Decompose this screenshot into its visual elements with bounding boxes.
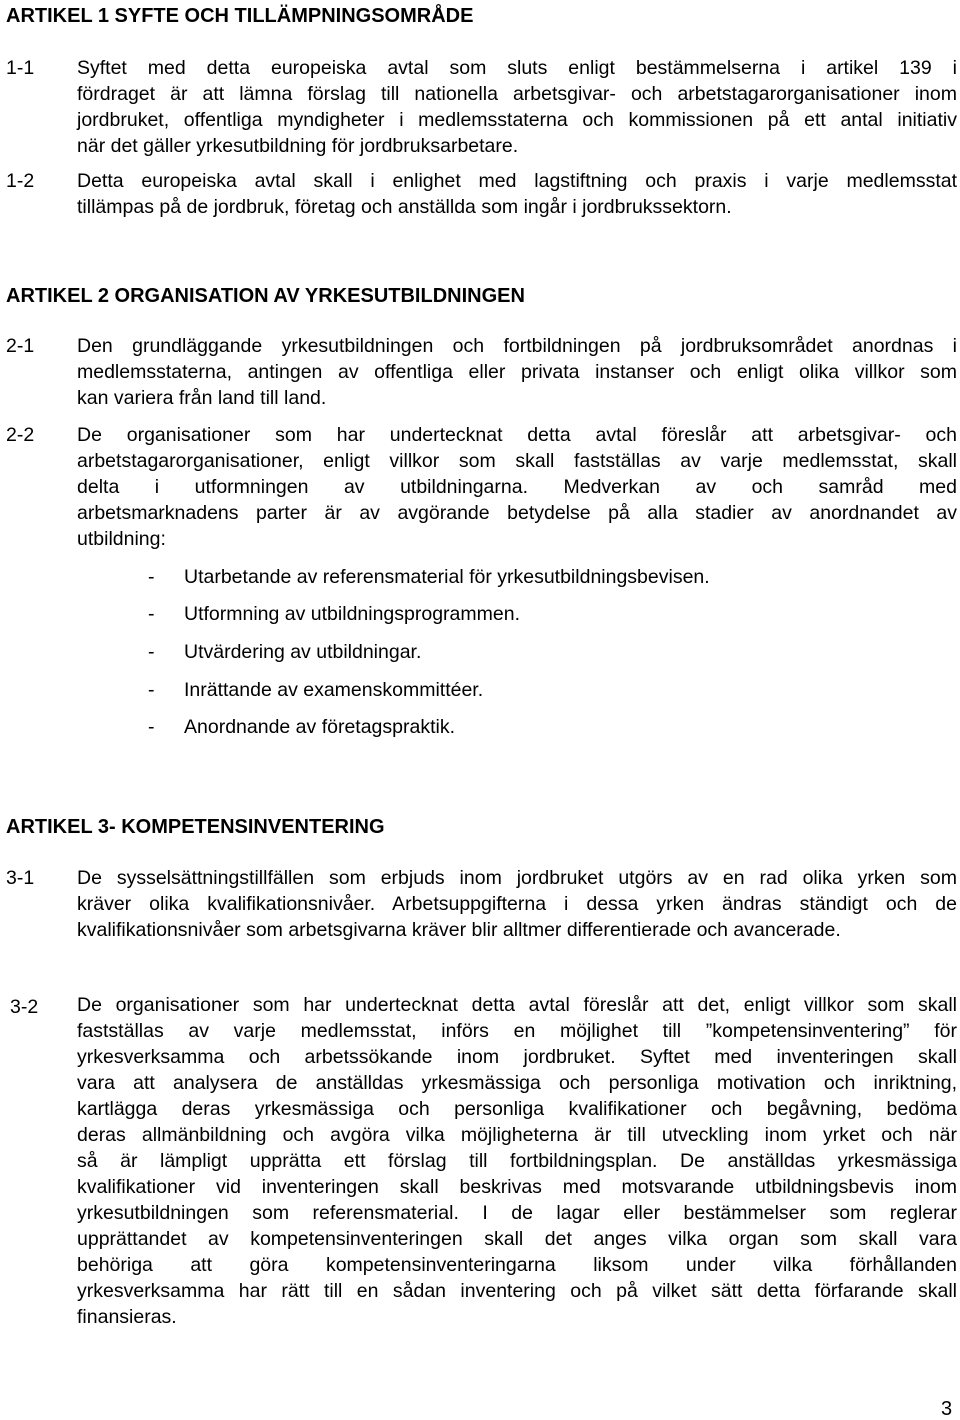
- list-item: - Inrättande av examenskommittéer.: [148, 679, 484, 701]
- text-line: yrkesverksamma har rätt till en sådan inventering och på vilket sätt detta förfarande skall: [77, 1280, 957, 1302]
- text-line: kartlägga deras yrkesmässiga och personliga kvalifikationer och begåvning, bedöma: [77, 1098, 957, 1120]
- clause-2-1-number: 2-1: [6, 335, 35, 357]
- list-item-text: Anordnande av företagspraktik.: [184, 716, 456, 738]
- clause-3-2-number: 3-2: [10, 996, 39, 1018]
- text-line: kvalifikationer vid inventeringen skall beskrivas med motsvarande utbildningsbevis inom: [77, 1176, 957, 1198]
- text-line: kvalifikationsnivåer som arbetsgivarna kräver blir alltmer differentierade och avancerade.: [77, 919, 841, 941]
- list-item: - Utarbetande av referensmaterial för yrkesutbildningsbevisen.: [148, 566, 710, 588]
- text-line: delta i utformningen av utbildningarna. Medverkan av och samråd med: [77, 476, 957, 498]
- text-line: fastställas av varje medlemsstat, införs en möjlighet till ”kompetensinventering” för: [77, 1020, 957, 1042]
- text-line: Syftet med detta europeiska avtal som sluts enligt bestämmelserna i artikel 139 i: [77, 57, 957, 79]
- article-2-heading: ARTIKEL 2 ORGANISATION AV YRKESUTBILDNINGEN: [6, 285, 525, 307]
- text-line: vara att analysera de anställdas yrkesmässiga och personliga motivation och inriktning,: [77, 1072, 957, 1094]
- article-3-heading: ARTIKEL 3- KOMPETENSINVENTERING: [6, 816, 385, 838]
- text-line: arbetstagarorganisationer, enligt villkor som skall fastställas av varje medlemsstat, skall: [77, 450, 957, 472]
- text-line: kräver olika kvalifikationsnivåer. Arbetsuppgifterna i dessa yrken ändras ständigt och de: [77, 893, 957, 915]
- text-line: tillämpas på de jordbruk, företag och anställda som ingår i jordbrukssektorn.: [77, 196, 732, 218]
- text-line: De organisationer som har undertecknat detta avtal föreslår att det, enligt villkor som skall: [77, 994, 957, 1016]
- list-item: - Utvärdering av utbildningar.: [148, 641, 422, 663]
- list-item: - Utformning av utbildningsprogrammen.: [148, 603, 520, 625]
- clause-1-1-text: [77, 55, 957, 159]
- clause-3-1-number: 3-1: [6, 867, 35, 889]
- text-line: när det gäller yrkesutbildning för jordbruksarbetare.: [77, 135, 519, 157]
- text-line: medlemsstaterna, antingen av offentliga eller privata instanser och enligt olika villkor som: [77, 361, 957, 383]
- clause-2-1-text: [77, 333, 957, 411]
- text-line: yrkesutbildningen som referensmaterial. I de lagar eller bestämmelser som reglerar: [77, 1202, 957, 1224]
- text-line: yrkesverksamma och arbetssökande inom jordbruket. Syftet med inventeringen skall: [77, 1046, 957, 1068]
- text-line: Den grundläggande yrkesutbildningen och fortbildningen på jordbruksområdet anordnas i: [77, 335, 957, 357]
- text-line: behöriga att göra kompetensinventeringarna liksom under vilka förhållanden: [77, 1254, 957, 1276]
- article-1-heading: ARTIKEL 1 SYFTE OCH TILLÄMPNINGSOMRÅDE: [6, 5, 474, 27]
- text-line: arbetsmarknadens parter är av avgörande betydelse på alla stadier av anordnandet av: [77, 502, 957, 524]
- list-item-text: Inrättande av examenskommittéer.: [184, 679, 484, 701]
- clause-1-2-number: 1-2: [6, 170, 35, 192]
- text-line: De sysselsättningstillfällen som erbjuds inom jordbruket utgörs av en rad olika yrken som: [77, 867, 957, 889]
- clause-2-2-number: 2-2: [6, 424, 35, 446]
- text-line: Detta europeiska avtal skall i enlighet med lagstiftning och praxis i varje medlemsstat: [77, 170, 957, 192]
- text-line: utbildning:: [77, 528, 166, 550]
- text-line: jordbruket, offentliga myndigheter i medlemsstaterna och kommissionen på ett antal initiativ: [77, 109, 957, 131]
- clause-1-2-text: [77, 168, 957, 220]
- text-line: deras allmänbildning och avgöra vilka möjligheterna är till utveckling inom yrket och när: [77, 1124, 957, 1146]
- clause-3-1-text: [77, 865, 957, 943]
- text-line: upprättandet av kompetensinventeringen skall det anges vilka organ som skall vara: [77, 1228, 957, 1250]
- page-number: 3: [941, 1398, 953, 1420]
- list-item-text: Utformning av utbildningsprogrammen.: [184, 603, 520, 625]
- text-line: fördraget är att lämna förslag till nationella arbetsgivar- och arbetstagarorganisationer inom: [77, 83, 957, 105]
- clause-2-2-text: [77, 422, 957, 552]
- text-line: De organisationer som har undertecknat detta avtal föreslår att arbetsgivar- och: [77, 424, 957, 446]
- list-item: - Anordnande av företagspraktik.: [148, 716, 456, 738]
- text-line: så är lämpligt upprätta ett förslag till fortbildningsplan. De anställdas yrkesmässiga: [77, 1150, 957, 1172]
- text-line: finansieras.: [77, 1306, 177, 1328]
- clause-1-1-number: 1-1: [6, 57, 35, 79]
- list-item-text: Utvärdering av utbildningar.: [184, 641, 422, 663]
- list-item-text: Utarbetande av referensmaterial för yrkesutbildningsbevisen.: [184, 566, 710, 588]
- clause-3-2-text: [77, 992, 957, 1330]
- text-line: kan variera från land till land.: [77, 387, 327, 409]
